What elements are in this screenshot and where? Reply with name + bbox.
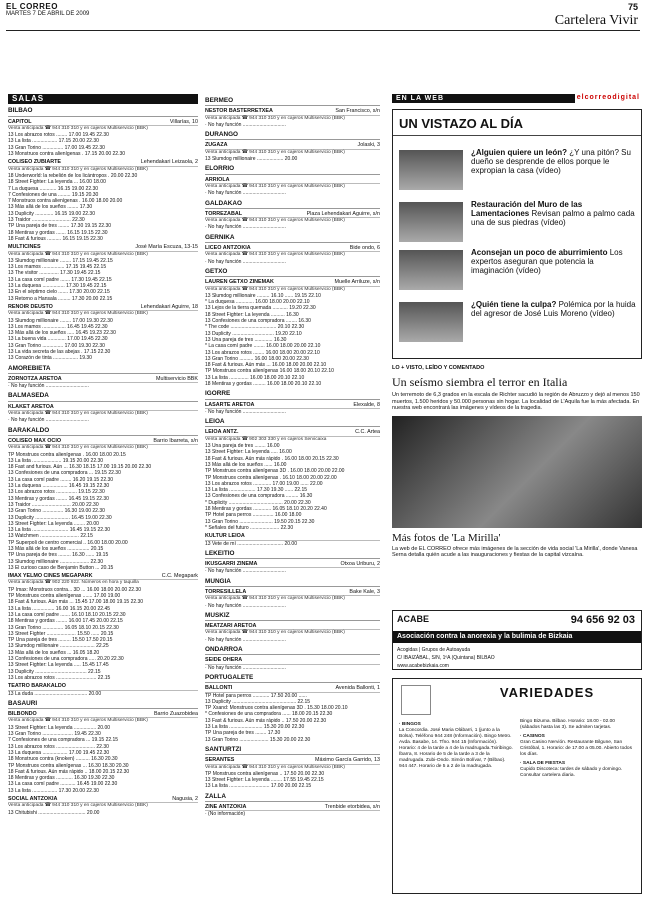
film-listing: TP Xsand: Monstruos contra alienígenas 3D . 15.30 18.00 20.10: [205, 705, 348, 712]
film-listing: 13 La lista .................. 17.30 20.00 22.30: [8, 787, 99, 794]
cinema-info: Venta anticipada ☎ 944 310 310 y en cajeros Multiservicio (BBK): [205, 764, 345, 770]
film-listing: 13 Slumdog millionaire ......... 16.10 ...... 19.15 22.10: [205, 292, 321, 299]
city-heading: BILBAO: [8, 107, 198, 116]
cinema-address: Nagusia, 2: [172, 795, 198, 802]
film-listing: 13 Lejos de la tierra quemada ........... 19.20 22.30: [205, 305, 316, 312]
film-listing: · No hay función ...............................: [205, 224, 286, 231]
cinema-name: LAUREN GETXO ZINEMAK: [205, 279, 274, 286]
film-listing: · No hay función ...............................: [8, 383, 89, 390]
film-listing: 13 Más allá de los sueños ........ 17.30: [8, 204, 93, 211]
film-listing: TP Hotel para perros ............ 17.50 20.00 ......: [205, 692, 307, 699]
cinema-address: Máximo García Garrido, 13: [314, 757, 380, 764]
cinema-heading: [8, 244, 198, 251]
film-listing: 18 Fast and furious. Aún ... 16.30 18.15 17.00 19.15 20.00 22.30: [8, 464, 152, 471]
cinema-address: Villarías, 10: [169, 118, 198, 125]
listings-column-2: [205, 94, 380, 894]
film-listing: 13 Gran Torino ............... 17.00 19.45 22.30: [8, 144, 105, 151]
cinema-info: Venta anticipada ☎ 944 310 310 y en cajeros Multiservicio (BBK): [205, 115, 345, 121]
cinema-info: Venta anticipada ☎ 944 310 310 y en cajeros Multiservicio (BBK): [8, 445, 148, 451]
city-heading: ELORRIO: [205, 165, 380, 174]
film-listing: 13 Más allá de los sueños ... 16.05 18.20: [8, 649, 100, 656]
cinema-address: José María Escuza, 13-15: [135, 244, 198, 251]
cinema-address: Barrio Ibarreta, s/n: [153, 437, 198, 444]
film-listing: TP Una pareja de tres ........ 17.30: [205, 730, 281, 737]
film-listing: 13 Fast & furious. Aún más rápido .. 17.50 20.00 22.30: [205, 717, 327, 724]
film-listing: 13 Street Fighter: La leyenda ........ 17.55 19.45 22.15: [205, 777, 324, 784]
cinema-name: ZINE ANTZOKIA: [205, 804, 247, 811]
cinema-name: COLISEO MAX OCIO: [8, 437, 62, 444]
story-3[interactable]: [471, 248, 637, 275]
film-listing: 13 Más allá de los sueños ..... 16.45 19.23 22.30: [8, 330, 116, 337]
film-listing: 18 Mentiras y gordas ....... 16.15 19.15 22.30: [8, 229, 108, 236]
film-listing: 18 Mentiras y gordas ............ 16.30 19.30 22.30: [8, 775, 115, 782]
film-listing: · No hay función ...............................: [205, 258, 286, 265]
story-2[interactable]: [471, 200, 637, 227]
film-listing: 13 Duplicity ..................................... 22.15: [8, 668, 101, 675]
film-listing: 13 La vida secreta de las abejas . 17.15 22.30: [8, 348, 111, 355]
film-listing: TP Una pareja de tres ........ 17.30 19.15 22.30: [8, 223, 112, 230]
site-logo: elcorreodigital: [576, 94, 640, 101]
city-heading: BALMASEDA: [8, 392, 198, 401]
cinema-name: KULTUR LEIOA: [205, 533, 245, 540]
ad-tagline: Asociación contra la anorexia y la bulimia de Bizkaia: [393, 631, 641, 643]
cinema-info: Venta anticipada ☎ 944 310 310 y en cajeros Multiservicio (BBK): [205, 183, 345, 189]
city-heading: SANTURTZI: [205, 746, 380, 755]
film-listing: 13 Más allá de los sueños ................ 20.15: [8, 546, 104, 552]
most-viewed-caption: LO + VISTO, LEÍDO Y COMENTADO: [392, 365, 485, 371]
masthead: [0, 0, 650, 30]
film-listing: 13 Mentiras y gordas ........ 16.45 19.15 22.30: [8, 495, 109, 502]
film-listing: TP Monstruos contra alienígenas 3D . 16.00 18.00 20.00 22.00: [205, 468, 345, 475]
variedades-text: Bingo Bizuma. Bilbao. Horario: 18.00 - 02.00 (sábados hasta las 3). Se admiten tarjetas.: [520, 719, 615, 730]
film-listing: 13 Slumdog millionaire ......................... 22.25: [8, 643, 109, 650]
film-listing: 13 La casa comí padre ....... 16.10 18.10 20.15 22.30: [8, 611, 126, 618]
cinema-address: Barrio Zuazobidea: [153, 711, 198, 718]
film-listing: * Duplicity ....................................... 20.00 22.30: [205, 499, 311, 506]
film-listing: 13 Slumdog millionaire ........ 17.00 19.30 22.30: [8, 317, 113, 324]
film-listing: 13 Los abrazos rotos ........ 17.00 19.45 22.30: [8, 132, 109, 139]
cinema-address: Lehendakari Aguirre, 18: [140, 303, 198, 310]
cinema-address: Bide ondo, 6: [349, 245, 380, 252]
web-title: UN VISTAZO AL DÍA: [393, 110, 641, 136]
film-listing: 13 Una pareja de tres ........ 16.00: [205, 443, 280, 450]
film-listing: 13 Los mamos ................. 16.45 19.45 22.30: [8, 323, 108, 330]
story-thumb-4: [399, 302, 463, 342]
film-listing: · No hay función ...............................: [205, 408, 286, 415]
variedades-title: VARIEDADES: [499, 685, 595, 700]
city-heading: ZALLA: [205, 793, 380, 802]
cinema-heading: [205, 804, 380, 811]
story-2-headline: Restauración del Muro de las Lamentaciones: [471, 200, 583, 218]
cinema-info: Venta anticipada ☎ 944 310 310 y en cajeros Multiservicio (BBK): [205, 596, 345, 602]
cinema-name: IMAX YELMO CINES MEGAPARK: [8, 573, 93, 580]
film-listing: TP Monstruos contra alienígenas ... 16.30 18.30 20.30: [8, 762, 129, 769]
cinema-heading: [205, 177, 380, 184]
city-heading: DURANGO: [205, 131, 380, 140]
film-listing: 13 Gran Torino ............... 17.00 19.30 22.30: [8, 342, 105, 349]
variedades-text: La Concordia. José Maria Olábarri, 1 (junto a la Bolsa). Teléfono 944 248 (Información). Bingo Metro. Avda. Basabe, 14. Tfno. 944 15 (Información). Horario: 4 de la tarde a 4 de la madrugada.: [399, 728, 512, 751]
film-listing: 13 Traidor ............................ 22.30: [8, 217, 85, 224]
cinema-name: KLAKET ARETOA: [8, 403, 54, 410]
ad-line-1: Acogidas | Grupos de Autoayuda: [397, 647, 471, 653]
cinema-info: Venta anticipada ☎ 902 220 922. Números en hora y taquilla: [8, 580, 139, 586]
cinema-info: Venta anticipada ☎ 944 310 310 y en cajeros Multiservicio (BBK): [8, 125, 148, 131]
page-number: 75: [627, 2, 638, 12]
film-listing: 13 Slumdog millionaire ........ 17.15 19.45 22.15: [8, 257, 113, 264]
film-listing: · No hay función ...............................: [205, 664, 286, 671]
film-listing: * Confesiones de una compradora ...... 18.00 20.15 22.30: [205, 711, 333, 718]
film-listing: TP Monstruos contra alienígenas . 16.10 18.00 20.00 22.00: [205, 474, 337, 481]
cinema-heading: [8, 119, 198, 126]
cinema-info: Venta anticipada ☎ 944 310 310 y en cajeros Multiservicio (BBK): [205, 286, 345, 292]
cinema-address: Avenida Ballonti, 1: [335, 685, 380, 692]
cinema-name: MULTICINES: [8, 244, 41, 251]
film-listing: 13 Traidor ............................ 20.00 22.30: [8, 501, 99, 508]
cinema-name: SEIDE OHERA: [205, 657, 243, 664]
cinema-heading: [205, 142, 380, 149]
cinema-info: Venta anticipada ☎ 902 303 330 y en cajeros Servicaixa: [205, 436, 327, 442]
film-listing: 13 Street Fighter ..................... 15.50 ...... 20.15: [8, 630, 114, 637]
cinema-name: BILBONDO: [8, 711, 37, 718]
film-listing: 13 Gran Torino ........................ 19.50 20.15 22.30: [205, 518, 315, 525]
cinema-name: BALLONTI: [205, 685, 233, 692]
film-listing: · No hay función ...............................: [205, 121, 286, 128]
cinema-address: C.C. Megapark: [161, 573, 198, 580]
cinema-name: TEATRO BARAKALDO: [8, 683, 66, 690]
film-listing: 7 Monstruos contra alienígenas . 16.00 18.00 20.00: [8, 198, 123, 205]
film-listing: · No hay función ...............................: [205, 602, 286, 609]
cinema-name: RENOIR DEUSTO: [8, 303, 53, 310]
film-listing: 13 Confesiones de una compradora ......... 16.30: [205, 493, 313, 500]
acabe-ad: [392, 610, 642, 670]
film-listing: * The code ................................. 20.10 22.30: [205, 324, 305, 331]
cinema-heading: [205, 561, 380, 568]
cinema-address: San Francisco, s/n: [335, 108, 380, 115]
film-listing: 18 Monstruos contra (knoken) .......... 16.30 20.30: [8, 756, 118, 763]
film-listing: 13 La lista ............................. 17.00 20.00 22.15: [205, 783, 312, 790]
film-listing: TP Monstruos contra alienígenas . 16.00 18.00 20.15: [8, 451, 126, 458]
film-listing: 13 La lista ................... 17.30 19.30 ...... 22.15: [205, 487, 308, 494]
variedades-heading: · CASINOS: [520, 734, 545, 739]
film-listing: 13 La casa comí padre ....... 17.30 19.45 22.15: [8, 276, 112, 283]
web-box: [392, 109, 642, 359]
cinema-address: Multiservicio BBK: [156, 375, 198, 382]
film-listing: 13 Los abrazos rotos ............... 19.15 22.30: [8, 489, 105, 496]
cinema-address: C.C. Artea: [355, 429, 380, 436]
film-listing: · (No información): [205, 811, 246, 818]
cinema-address: Bake Kale, 3: [349, 589, 380, 595]
cinema-address: Trenbide etorbidea, s/n: [324, 804, 380, 811]
cinema-name: IKUSGARRI ZINEMA: [205, 561, 258, 568]
story-3-text: Los expertos aseguran que potencia la imaginación (vídeo): [471, 248, 623, 275]
paper-name: EL CORREO: [6, 2, 58, 11]
variedades-heading: · SALA DE FIESTAS: [520, 761, 566, 766]
film-listing: 18 Fast & furious. Aún más rápido . 16.00 18.00 20.15 22.30: [205, 455, 339, 462]
story-thumb-2: [399, 202, 463, 242]
cinema-name: ARRIOLA: [205, 176, 230, 183]
film-listing: 13 Street Fighter: La leyenda ................ 20.00: [8, 724, 111, 731]
cinema-heading: [205, 402, 380, 409]
film-listing: 13 La lista .................. 17.15 20.00 22.30: [8, 138, 99, 145]
cinema-info: Venta anticipada ☎ 944 310 310 y en cajeros Multiservicio (BBK): [8, 311, 148, 317]
film-listing: 13 Street Fighter: La leyenda ........ 20.00: [8, 520, 99, 527]
masthead-rule: [6, 30, 640, 31]
film-listing: 13 Una pareja de tres ............. 16.30: [205, 336, 287, 343]
film-listing: 13 Duplicity ............. 16.15 19.00 22.30: [8, 210, 95, 217]
film-listing: 13 Confesiones de una compradora ..... 20.20 22.30: [8, 656, 124, 663]
cinema-address: Plaza Lehendakari Aguirre, s/n: [306, 210, 380, 217]
city-heading: LEIOA: [205, 418, 380, 427]
story-4[interactable]: [471, 300, 637, 318]
film-listing: 13 La duquesa .................. 17.00 19.45 22.30: [8, 749, 110, 756]
salas-header: SALAS: [8, 94, 198, 104]
variedades-text: Gran Casino Nervión. Restaurante Bilgune, San Cristóbal, 1. Horario: de 17.00 a 05.00. Abierto todos los días.: [520, 740, 632, 757]
film-listing: 13 Duplicity .............................. 19.20 22.10: [205, 330, 302, 337]
film-listing: 13 Vete de mí ................................. 20.00: [205, 540, 297, 547]
film-listing: 13 Slumdog millionaire ................... 20.00: [205, 156, 298, 163]
story-1[interactable]: [471, 148, 637, 175]
story-4-text: Polémica por la huida del agresor de José Luis Moreno (vídeo): [471, 300, 636, 318]
film-listing: 7 Confesiones de una ......... 19.15 20.30: [8, 191, 99, 198]
cinema-heading: [205, 279, 380, 286]
cinema-name: CAPITOL: [8, 118, 32, 125]
cinema-address: Muelle Arriluze, s/n: [334, 279, 380, 286]
film-listing: 13 Los abrazos rotos ............................. 22.15: [8, 674, 111, 681]
film-listing: 13 Monstruos contra alienígenas . 17.15 20.00 22.30: [8, 151, 126, 158]
film-listing: 13 La casa comí padre ........... 16.45 19.00 22.30: [8, 781, 118, 788]
city-heading: GERNIKA: [205, 234, 380, 243]
film-listing: 13 En el séptimo cielo ....... 17.30 20.00 22.15: [8, 289, 110, 296]
film-listing: 18 Fast & furious. Aún más ... 15.45 17.00 18.00 19.15 22.30: [8, 599, 144, 606]
web-section: [392, 94, 642, 559]
web-header: [392, 94, 642, 103]
cinema-info: Venta anticipada ☎ 944 310 310 y en cajeros Multiservicio (BBK): [8, 166, 148, 172]
film-listing: 13 Street Fighter: La leyenda ..... 15.45 17.45: [8, 662, 109, 669]
city-heading: GETXO: [205, 268, 380, 277]
film-listing: TP Monstruos contra alienígenas 16.00 18.00 20.10 22.10: [205, 368, 334, 375]
film-listing: 13 Más allá de los sueños ...... 16.00: [205, 461, 287, 468]
story-1-headline: ¿Alguien quiere un león?: [471, 148, 567, 157]
cinema-heading: [8, 159, 198, 166]
cinema-name: COLISEO ZUBIARTE: [8, 159, 62, 166]
cinema-info: Venta anticipada ☎ 944 310 310 y en cajeros Multiservicio (BBK): [8, 718, 148, 724]
film-listing: 13 La lista .......................... 16.45 19.15 22.30: [8, 527, 111, 534]
film-listing: 18 Street Fighter: La leyenda ... 16.00 18.00: [8, 179, 106, 186]
film-listing: 13 La lista ..................... 19.15 20.00 22.30: [8, 457, 104, 464]
story-2-text: Revisan palmo a palmo cada una de sus piedras (vídeo): [471, 209, 635, 227]
film-listing: 13 La lista ........................ 15.30 20.00 22.30: [205, 724, 305, 731]
city-heading: GALDAKAO: [205, 200, 380, 209]
film-listing: 13 Duplicity ......................... 16.45 19.00 22.30: [8, 514, 112, 521]
cinema-name: NESTOR BASTERRETXEA: [205, 108, 273, 115]
variedades-col-1: [399, 719, 514, 889]
cinema-heading: [205, 533, 380, 540]
film-listing: 13 Confesiones de una compradora ........ 16.30: [205, 318, 311, 325]
film-listing: 13 Gran Torino ...................... 19.45 22.30: [8, 731, 101, 738]
film-listing: TP Una pareja de tres ......... 16.30 ...... 19.15: [8, 552, 109, 559]
film-listing: 18 Fast & furious. Aún más rápido .. 18.00 20.15 22.30: [8, 768, 130, 775]
film-listing: 13 Gran Torino ............... 16.30 19.00 22.30: [8, 508, 105, 515]
headline-body: Un terremoto de 6,3 grados en la escala de Richter sacudió la región de Abruzzo y dejó al menos 150 muertos, 1.500 heridos y 50.000 personas sin hogar. La localidad de L'Aquila fue la más afectada. En nuestra web encontrará las imágenes y vídeos de la tragedia.: [392, 392, 640, 411]
variedades-text: Cupido Discoteca: tardes de sábado y domingo. Consultar cartelera diaria.: [520, 767, 623, 778]
cinema-name: TORREZABAL: [205, 210, 243, 217]
cinema-name: ZUGAZA: [205, 142, 228, 149]
film-listing: 13 Watchmen ............................ 22.15: [8, 533, 93, 540]
film-listing: 13 La duda ...................................... 20.00: [8, 690, 102, 697]
cinema-heading: [205, 108, 380, 115]
film-listing: 13 La duquesa .................. 16.45 19.15 22.30: [8, 483, 110, 490]
city-heading: PORTUGALETE: [205, 674, 380, 683]
cinema-name: LASARTE ARETOA: [205, 401, 255, 408]
film-listing: · No hay función ...............................: [8, 417, 89, 424]
city-heading: BASAURI: [8, 700, 198, 709]
issue-date: MARTES 7 DE ABRIL DE 2009: [6, 11, 90, 17]
cinema-info: Venta anticipada ☎ 944 310 310 y en cajeros Multiservicio (BBK): [8, 251, 148, 257]
film-listing: · No hay función ...............................: [205, 568, 286, 575]
listings-body-2: [205, 97, 380, 818]
film-listing: 13 Duplicity .............................................. 22.15: [205, 698, 311, 705]
cinema-info: Venta anticipada ☎ 944 310 310 y en cajeros Multiservicio (BBK): [205, 630, 345, 636]
cinema-address: Lehendakari Leizaola, 2: [140, 159, 198, 166]
film-listing: 13 Slumdog millionaire ..................... 22.30: [8, 558, 104, 565]
film-listing: 13 Los abrazos rotos ........ 16.00 18.00 20.00 22.10: [205, 349, 320, 356]
cinema-name: SERANTES: [205, 757, 235, 764]
story-3-headline: Aconsejan un poco de aburrimiento: [471, 248, 608, 257]
cinema-info: Venta anticipada ☎ 944 310 310 y en cajeros Multiservicio (BBK): [205, 252, 345, 258]
cinema-name: TORRESILLELA: [205, 589, 247, 595]
variedades-col-2: [520, 719, 635, 889]
cinema-name: ZORNOTZA ARETOA: [8, 375, 62, 382]
cinema-name: LEIOA ANTZ.: [205, 429, 239, 436]
ad-brand: ACABE: [397, 614, 430, 624]
film-listing: 13 Gran Torino ..................... 15.30 20.00 22.30: [205, 736, 311, 743]
film-listing: 13 The visitor .............. 17.30 19.45 22.15: [8, 270, 101, 277]
cinema-info: Venta anticipada ☎ 944 310 310 y en cajeros Multiservicio (BBK): [8, 803, 148, 809]
film-listing: 13 La casa comí padre ........ 16.20 19.15 22.30: [8, 476, 114, 483]
film-listing: * La duquesa ............. 16.00 18.00 20.00 22.10: [205, 299, 310, 306]
listings-body-1: [8, 107, 198, 816]
film-listing: TP Imax: Monstruos contra... 3D ... 16.00 18.00 20.00 22.30: [8, 586, 142, 593]
film-listing: 13 El curioso caso de Benjamin Button ... 20.15: [8, 564, 114, 571]
ad-line-2: C/ IBAIZÁBAL, S/N, 1ºA (Quintana) BILBAO: [397, 655, 495, 661]
film-listing: * La casa comí padre ........ 16.00 18.00 20.00 22.10: [205, 343, 321, 350]
film-listing: 13 Gran Torino .......... 16.00 18.00 20.00 22.30: [205, 355, 309, 362]
cinema-heading: [8, 683, 198, 690]
cinema-heading: [205, 757, 380, 764]
film-listing: TP Una pareja de tres ......... 15.50 17.50 20.15: [8, 637, 113, 644]
cinema-heading: [8, 404, 198, 411]
city-heading: MUNGIA: [205, 578, 380, 587]
city-heading: LEKEITIO: [205, 550, 380, 559]
headline-2-body: La web de EL CORREO ofrece más imágenes de la sección de vida social 'La Mirilla', donde Vanesa Serna detalla quién acude a las inauguraciones y fiestas de la capital vizcaína.: [392, 545, 638, 558]
film-listing: 18 Fast & furious .......... 16.15 19.15 22.30: [8, 235, 103, 242]
film-listing: 13 La buena vida ............. 17.00 19.45 22.30: [8, 336, 108, 343]
story-thumb-1: [399, 150, 463, 190]
cinema-address: Elexalde, 8: [353, 401, 380, 408]
ad-web: www.acabebizkaia.com: [397, 663, 449, 669]
film-listing: 18 Mentiras y gordas ......... 16.00 18.00 20.10 22.10: [205, 380, 322, 387]
city-heading: BERMEO: [205, 97, 380, 106]
city-heading: AMOREBIETA: [8, 365, 198, 374]
cinema-address: Jolaski, 3: [357, 142, 380, 149]
cinema-heading: [8, 376, 198, 383]
news-photo: [392, 416, 642, 528]
film-listing: · No hay función ...............................: [205, 636, 286, 643]
film-listing: TP Monstruos contra alienígenas ....... 17.00 19.00: [8, 593, 121, 600]
city-heading: BARAKALDO: [8, 427, 198, 436]
cinema-address: Otxoa Uriburu, 2: [340, 561, 380, 568]
section-title: Cartelera Vivir: [554, 13, 638, 28]
cinema-name: LICEO ANTZOKIA: [205, 245, 251, 252]
web-header-label: EN LA WEB: [396, 95, 445, 102]
cinema-name: MEATZARI ARETOA: [205, 623, 257, 630]
film-listing: 7 Confesiones de una compradora ... 19.15 22.15: [8, 737, 119, 744]
film-listing: 18 Street Fighter: La leyenda .......... 16.30: [205, 311, 299, 318]
film-listing: 13 Chitubishi .................................. 20.00: [8, 809, 100, 816]
film-listing: 18 Underworld: la rebelión de los licántropos . 20.00 22.30: [8, 172, 138, 179]
film-listing: 13 Los abrazos rotos ............................ 22.30: [8, 743, 109, 750]
film-listing: 13 Corazón de tinta .................. 19.30: [8, 355, 92, 362]
city-heading: IGORRE: [205, 390, 380, 399]
variedades-heading: · BINGOS: [399, 722, 421, 727]
cinema-name: SOCIAL ANTZOKIA: [8, 795, 58, 802]
film-listing: 13 Gran Torino ............... 16.05 18.10 20.15 22.30: [8, 624, 119, 631]
film-listing: 18 Mentiras y gordas ........ 16.00 17.45 20.00 22.15: [8, 618, 123, 625]
film-listing: * Señales del futuro ..................... 22.30: [205, 524, 294, 531]
variedades-box: [392, 678, 642, 894]
cinema-info: Venta anticipada ☎ 944 310 310 y en cajeros Multiservicio (BBK): [205, 149, 345, 155]
film-listing: 18 Mentiras y gordas ............. 16.05 18.10 20.20 22.40: [205, 506, 327, 513]
story-4-headline: ¿Quién tiene la culpa?: [471, 300, 557, 309]
film-listing: TP Superpoli de centro comercial .. 16.00 18.00 20.00: [8, 539, 128, 546]
cinema-info: Venta anticipada ☎ 944 310 310 y en cajeros Multiservicio (BBK): [8, 411, 148, 417]
cinema-heading: [205, 429, 380, 436]
story-1-text: ¿Y una pitón? Su dueño se desprende de ellos porque le expropian la casa (vídeo): [471, 148, 631, 175]
cinema-heading: [205, 685, 380, 692]
film-listing: 13 Retorno a Hansala ......... 17.30 20.00 22.15: [8, 295, 113, 302]
story-thumb-3: [399, 250, 463, 290]
ad-phone: 94 656 92 03: [570, 614, 635, 626]
masks-icon: [401, 685, 431, 715]
variedades-columns: [399, 719, 635, 889]
film-listing: 18 Fast & furious. Aún más ... 16.00 18.00 20.00 22.10: [205, 362, 327, 369]
headline-2: Más fotos de 'La Mirilla': [392, 531, 501, 544]
film-listing: 13 La duquesa ................ 17.30 19.45 22.15: [8, 283, 107, 290]
cinema-info: Venta anticipada ☎ 944 310 310 y en cajeros Multiservicio (BBK): [205, 218, 345, 224]
film-listing: 13 Los mamos ................ 17.15 19.45 22.15: [8, 264, 107, 271]
listings-column-1: [8, 94, 198, 894]
film-listing: 13 La lista ................ 16.00 16.15 20.00 22.45: [8, 605, 111, 612]
film-listing: 13 Los abrazos rotos ............. 17.00 19.00 ...... 22.00: [205, 480, 323, 487]
film-listing: TP Monstruos contra alienígenas .. 17.50 20.00 22.30: [205, 770, 325, 777]
film-listing: 7 La duquesa ............ 16.15 19.00 22.30: [8, 185, 99, 192]
city-heading: MUSKIZ: [205, 612, 380, 621]
variedades-text: Txiribingo. Íbarra, 8. Horario de 5 de la tarde a 3 de la madrugada. Zubi-Ondo. Simón Bolívar, 7 (Bilbao). 944 447. Horario de 5 a 2 de la madrugada.: [399, 746, 513, 769]
film-listing: 13 Street Fighter: La leyenda ..... 16.00: [205, 449, 292, 456]
headline: Un seísmo siembra el terror en Italia: [392, 375, 568, 389]
city-heading: ONDARROA: [205, 646, 380, 655]
film-listing: 13 La lista .............. 16.00 18.00 20.10 22.10: [205, 374, 305, 381]
cinema-heading: [205, 657, 380, 664]
film-listing: TP Hotel para perros ............... 16.00 18.00: [205, 512, 302, 519]
film-listing: 13 Confesiones de una compradora ... 19.15 22.30: [8, 470, 121, 477]
film-listing: · No hay función ...............................: [205, 190, 286, 197]
